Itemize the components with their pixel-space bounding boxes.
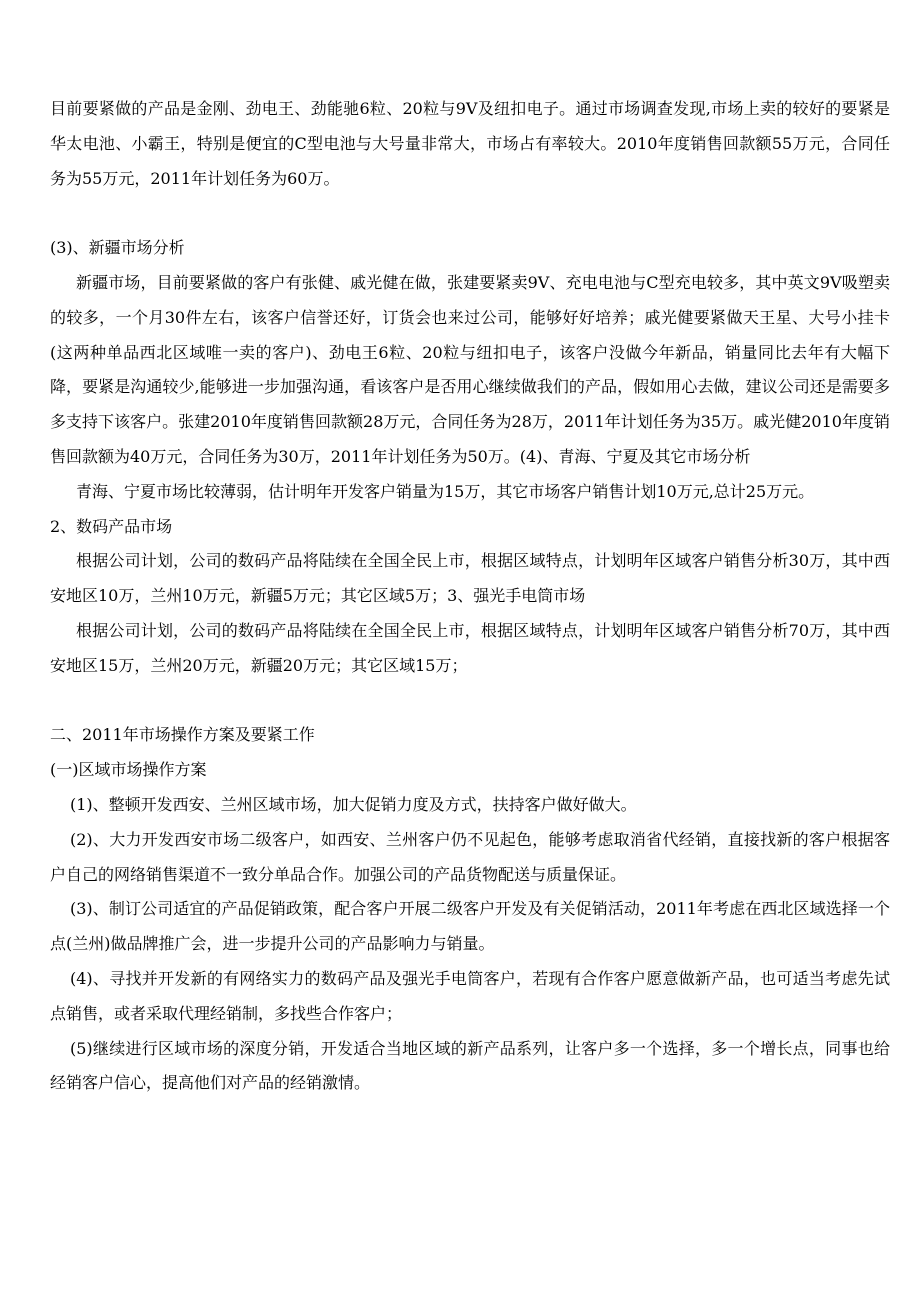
heading-xinjiang-analysis: (3)、新疆市场分析 (50, 238, 185, 258)
paragraph-flashlight-market: 根据公司计划，公司的数码产品将陆续在全国全民上市，根据区域特点，计划明年区域客户销售分析70万，其中西安地区15万，兰州20万元，新疆20万元；其它区域15万； (50, 620, 890, 675)
paragraph-xinjiang-market: 新疆市场，目前要紧做的客户有张健、戚光健在做，张建要紧卖9V、充电电池与C型充电较多，其中英文9V吸塑卖的较多，一个月30件左右，该客户信誉还好，订货会也来过公司，能够好好培养；戚光健要紧做天王星、大号小挂卡(这两种单品西北区域唯一卖的客户)、劲电王6粒、20粒与纽扣电子，该客户没做今年新品，销量同比去年有大幅下降，要紧是沟通较少,能够进一步加强沟通，看该客户是否用心继续做我们的产品，假如用心去做，建议公司还是需要多多支持下该客户。张建2010年度销售回款额28万元，合同任务为28万，2011年计划任务为35万。戚光健2010年度销售回款额为40万元，合同任务为30万，2011年计划任务为50万。(4)、青海、宁夏及其它市场分析 (50, 272, 890, 466)
heading-digital-market: 2、数码产品市场 (50, 516, 173, 536)
list-item-2: (2)、大力开发西安市场二级客户，如西安、兰州客户仍不见起色，能够考虑取消省代经销，直接找新的客户根据客户自己的网络销售渠道不一致分单品合作。加强公司的产品货物配送与质量保证。 (50, 829, 890, 884)
paragraph-qinghai-market: 青海、宁夏市场比较薄弱，估计明年开发客户销量为15万，其它市场客户销售计划10万元,总计25万元。 (76, 481, 815, 501)
paragraph-product-overview: 目前要紧做的产品是金刚、劲电王、劲能驰6粒、20粒与9V及纽扣电子。通过市场调查发现,市场上卖的较好的要紧是华太电池、小霸王，特别是便宜的C型电池与大号量非常大，市场占有率较大。2010年度销售回款额55万元，合同任务为55万元，2011年计划任务为60万。 (50, 99, 890, 188)
list-item-3: (3)、制订公司适宜的产品促销政策，配合客户开展二级客户开发及有关促销活动，2011年考虑在西北区域选择一个点(兰州)做品牌推广会，进一步提升公司的产品影响力与销量。 (50, 899, 890, 954)
list-item-5: (5)继续进行区域市场的深度分销，开发适合当地区域的新产品系列，让客户多一个选择，多一个增长点，同事也给经销客户信心，提高他们对产品的经销激情。 (50, 1038, 890, 1093)
document-body (50, 92, 890, 1101)
paragraph-spacer (50, 684, 890, 719)
paragraph-spacer (50, 196, 890, 231)
list-item-1: (1)、整顿开发西安、兰州区域市场，加大促销力度及方式，扶持客户做好做大。 (70, 794, 637, 814)
heading-2011-plan: 二、2011年市场操作方案及要紧工作 (50, 725, 315, 745)
list-item-4: (4)、寻找并开发新的有网络实力的数码产品及强光手电筒客户，若现有合作客户愿意做新产品，也可适当考虑先试点销售，或者采取代理经销制，多找些合作客户； (50, 968, 890, 1023)
paragraph-digital-market: 根据公司计划，公司的数码产品将陆续在全国全民上市，根据区域特点，计划明年区域客户销售分析30万，其中西安地区10万，兰州10万元，新疆5万元；其它区域5万；3、强光手电筒市场 (50, 551, 890, 606)
heading-regional-plan: (一)区域市场操作方案 (50, 760, 207, 780)
